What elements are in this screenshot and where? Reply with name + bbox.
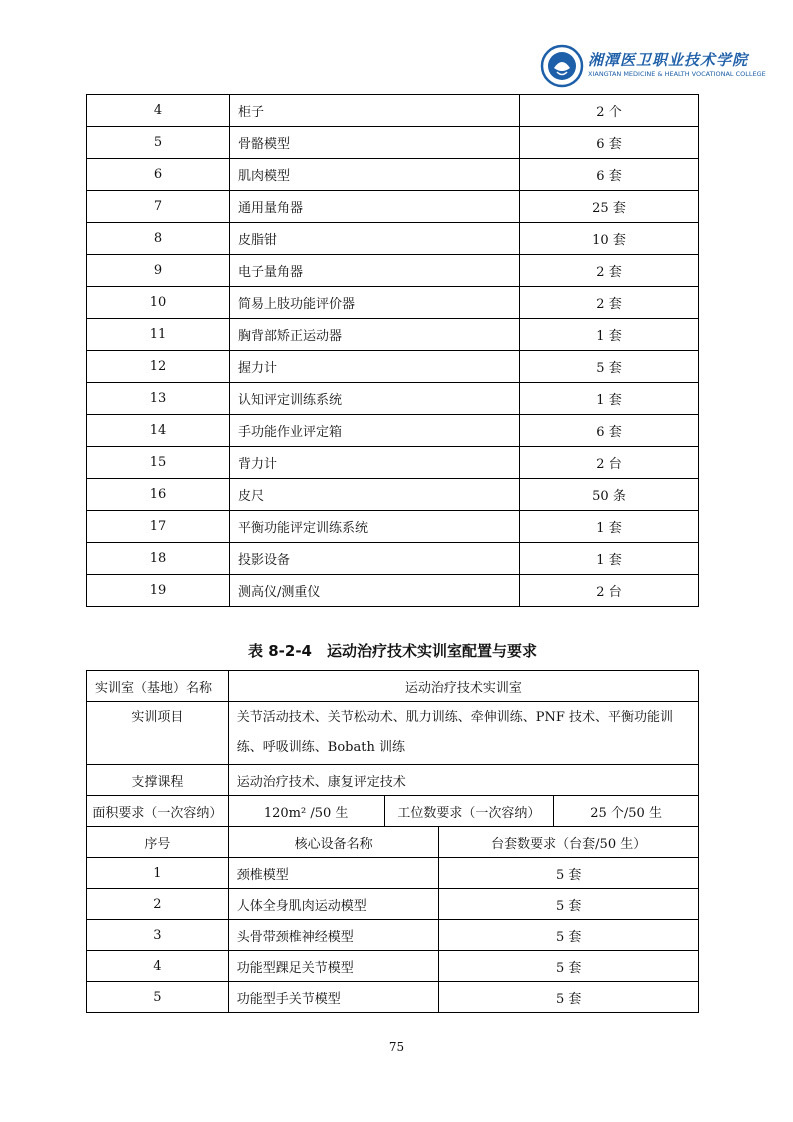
row-number: 5 (87, 982, 229, 1013)
table-row (87, 159, 699, 191)
project-value: 关节活动技术、关节松动术、肌力训练、牵伸训练、PNF 技术、平衡功能训练、呼吸训练、Bobath 训练 (228, 702, 698, 765)
equipment-quantity: 5 套 (439, 982, 699, 1013)
course-value: 运动治疗技术、康复评定技术 (228, 765, 698, 796)
row-number: 13 (87, 383, 230, 415)
equipment-name: 颈椎模型 (228, 858, 439, 889)
table-row (87, 191, 699, 223)
equipment-name: 简易上肢功能评价器 (230, 287, 520, 319)
equipment-quantity: 25 套 (520, 191, 699, 223)
room-row (87, 671, 699, 702)
table-row (87, 982, 699, 1013)
row-number: 14 (87, 415, 230, 447)
equipment-quantity: 5 套 (439, 858, 699, 889)
table-row (87, 223, 699, 255)
row-number: 19 (87, 575, 230, 607)
equipment-name: 人体全身肌肉运动模型 (228, 889, 439, 920)
station-value: 25 个/50 生 (554, 796, 699, 827)
equipment-quantity: 5 套 (439, 951, 699, 982)
equipment-quantity: 2 套 (520, 287, 699, 319)
project-label: 实训项目 (87, 702, 229, 765)
equipment-name: 投影设备 (230, 543, 520, 575)
table-caption: 表 8-2-4 运动治疗技术实训室配置与要求 (248, 642, 537, 660)
col-qty-header: 台套数要求（台套/50 生） (439, 827, 699, 858)
row-number: 15 (87, 447, 230, 479)
row-number: 4 (87, 95, 230, 127)
equipment-name: 测高仪/测重仪 (230, 575, 520, 607)
equipment-name: 手功能作业评定箱 (230, 415, 520, 447)
equipment-quantity: 1 套 (520, 383, 699, 415)
table-row (87, 127, 699, 159)
table-row (87, 287, 699, 319)
row-number: 7 (87, 191, 230, 223)
area-row (87, 796, 699, 827)
row-number: 3 (87, 920, 229, 951)
equipment-name: 功能型手关节模型 (228, 982, 439, 1013)
equipment-name: 通用量角器 (230, 191, 520, 223)
row-number: 18 (87, 543, 230, 575)
row-number: 4 (87, 951, 229, 982)
equipment-name: 胸背部矫正运动器 (230, 319, 520, 351)
row-number: 16 (87, 479, 230, 511)
equipment-name: 肌肉模型 (230, 159, 520, 191)
equipment-header-row (87, 827, 699, 858)
equipment-name: 功能型踝足关节模型 (228, 951, 439, 982)
equipment-quantity: 2 台 (520, 447, 699, 479)
area-label: 面积要求（一次容纳） (87, 796, 229, 827)
equipment-name: 柜子 (230, 95, 520, 127)
table-row (87, 951, 699, 982)
table-row (87, 319, 699, 351)
row-number: 12 (87, 351, 230, 383)
col-name-header: 核心设备名称 (228, 827, 439, 858)
college-emblem-icon (540, 44, 584, 88)
equipment-table-continued (86, 94, 699, 607)
equipment-name: 电子量角器 (230, 255, 520, 287)
row-number: 17 (87, 511, 230, 543)
equipment-quantity: 5 套 (439, 889, 699, 920)
table-row (87, 920, 699, 951)
equipment-quantity: 2 台 (520, 575, 699, 607)
table-row (87, 889, 699, 920)
equipment-quantity: 1 套 (520, 511, 699, 543)
equipment-quantity: 5 套 (520, 351, 699, 383)
equipment-quantity: 2 个 (520, 95, 699, 127)
page-number: 75 (388, 1040, 405, 1054)
table-row (87, 543, 699, 575)
table-row (87, 447, 699, 479)
table-row (87, 255, 699, 287)
equipment-quantity: 6 套 (520, 415, 699, 447)
logo-english-name: XIANGTAN MEDICINE & HEALTH VOCATIONAL COLLEGE (588, 70, 766, 78)
area-value: 120m² /50 生 (228, 796, 384, 827)
equipment-quantity: 2 套 (520, 255, 699, 287)
equipment-name: 背力计 (230, 447, 520, 479)
room-value: 运动治疗技术实训室 (228, 671, 698, 702)
row-number: 8 (87, 223, 230, 255)
table-row (87, 575, 699, 607)
course-label: 支撑课程 (87, 765, 229, 796)
project-row (87, 702, 699, 765)
row-number: 6 (87, 159, 230, 191)
row-number: 2 (87, 889, 229, 920)
equipment-quantity: 5 套 (439, 920, 699, 951)
row-number: 11 (87, 319, 230, 351)
equipment-quantity: 50 条 (520, 479, 699, 511)
equipment-quantity: 6 套 (520, 127, 699, 159)
table-row (87, 858, 699, 889)
equipment-name: 骨骼模型 (230, 127, 520, 159)
equipment-quantity: 1 套 (520, 319, 699, 351)
course-row (87, 765, 699, 796)
row-number: 10 (87, 287, 230, 319)
room-label: 实训室（基地）名称 (87, 671, 229, 702)
table-row (87, 383, 699, 415)
table-row (87, 95, 699, 127)
logo-chinese-name: 湘潭医卫职业技术学院 (588, 51, 749, 69)
table-row (87, 351, 699, 383)
row-number: 1 (87, 858, 229, 889)
equipment-quantity: 6 套 (520, 159, 699, 191)
equipment-quantity: 10 套 (520, 223, 699, 255)
equipment-name: 认知评定训练系统 (230, 383, 520, 415)
lab-config-table (86, 670, 699, 1013)
equipment-name: 皮脂钳 (230, 223, 520, 255)
row-number: 9 (87, 255, 230, 287)
equipment-name: 平衡功能评定训练系统 (230, 511, 520, 543)
station-label: 工位数要求（一次容纳） (384, 796, 554, 827)
table-row (87, 479, 699, 511)
col-no-header: 序号 (87, 827, 229, 858)
college-logo (540, 44, 766, 88)
equipment-name: 头骨带颈椎神经模型 (228, 920, 439, 951)
row-number: 5 (87, 127, 230, 159)
table-row (87, 415, 699, 447)
equipment-quantity: 1 套 (520, 543, 699, 575)
equipment-name: 皮尺 (230, 479, 520, 511)
table-row (87, 511, 699, 543)
equipment-name: 握力计 (230, 351, 520, 383)
